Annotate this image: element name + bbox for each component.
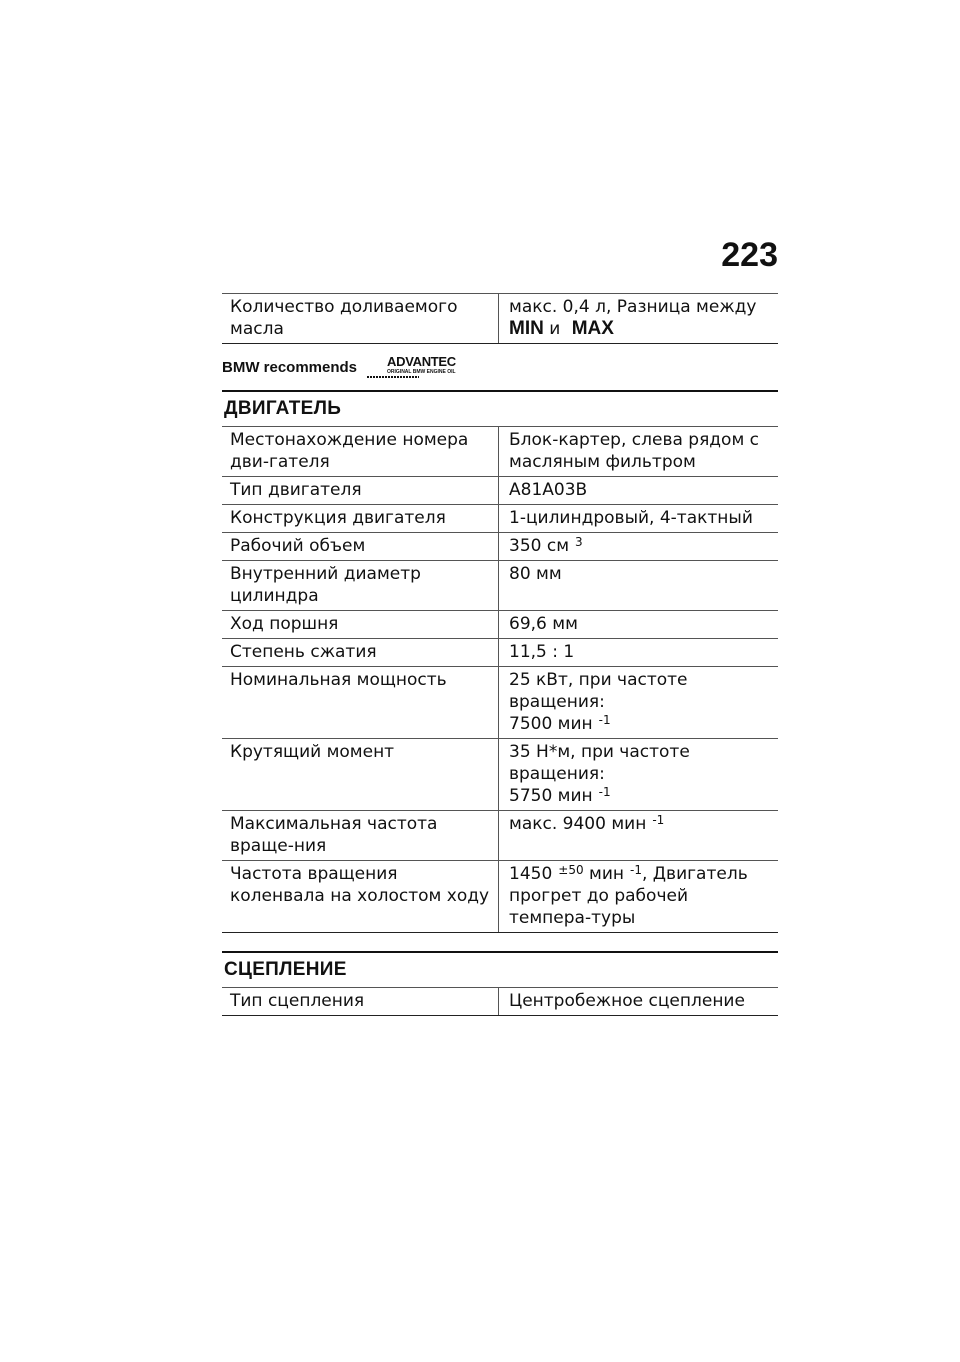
exponent-sup: -1 (598, 785, 611, 799)
page-content (222, 293, 778, 1016)
logo-bar (367, 376, 419, 378)
row-label: Номинальная мощность (222, 667, 499, 739)
advantec-logo (367, 356, 459, 378)
row-value (499, 505, 779, 533)
row-value (499, 294, 779, 344)
exponent-sup: -1 (598, 713, 611, 727)
table-row (222, 427, 778, 477)
table-row (222, 561, 778, 611)
value-text: A81A03B (509, 480, 588, 500)
value-text-2: 7500 мин (509, 714, 593, 734)
row-label: Частота вращения коленвала на холостом ходу (222, 861, 499, 933)
row-value (499, 427, 779, 477)
value-text: Центробежное сцепление (509, 991, 745, 1011)
table-row (222, 667, 778, 739)
value-text-2: 5750 мин (509, 786, 593, 806)
exponent-sup: -1 (630, 863, 642, 877)
min-mark: MIN (509, 318, 544, 339)
value-text: 80 мм (509, 564, 562, 584)
and-text: и (549, 319, 561, 339)
row-label: Рабочий объем (222, 533, 499, 561)
table-row (222, 861, 778, 933)
row-label: Тип сцепления (222, 988, 499, 1016)
row-label: Тип двигателя (222, 477, 499, 505)
table-row (222, 533, 778, 561)
table-row (222, 811, 778, 861)
table-row (222, 505, 778, 533)
exponent-sup: 3 (575, 535, 583, 549)
row-label: Максимальная частота враще-ния (222, 811, 499, 861)
row-value (499, 667, 779, 739)
exponent-sup: -1 (652, 813, 665, 827)
value-text: 350 см (509, 536, 570, 556)
row-label: Конструкция двигателя (222, 505, 499, 533)
value-text: 35 Н*м, при частоте вращения: (509, 742, 690, 784)
row-label: Степень сжатия (222, 639, 499, 667)
row-value (499, 739, 779, 811)
row-value (499, 811, 779, 861)
table-row (222, 294, 778, 344)
value-text: 1450 (509, 864, 553, 884)
row-label: Крутящий момент (222, 739, 499, 811)
table-row (222, 988, 778, 1016)
section-title-clutch: СЦЕПЛЕНИЕ (222, 951, 778, 987)
row-value (499, 861, 779, 933)
engine-table (222, 426, 778, 933)
max-mark: MAX (571, 318, 614, 339)
row-value (499, 988, 779, 1016)
row-label: Количество доливаемого масла (222, 294, 499, 344)
table-row (222, 477, 778, 505)
row-value (499, 639, 779, 667)
recommends-text: BMW recommends (222, 358, 358, 376)
logo-wordmark: ADVANTEC (387, 354, 456, 369)
row-value (499, 477, 779, 505)
row-value (499, 533, 779, 561)
oil-table (222, 293, 778, 344)
clutch-table (222, 987, 778, 1016)
tolerance-sup: ±50 (558, 863, 584, 877)
value-unit: мин (589, 864, 624, 884)
logo-subline: ORIGINAL BMW ENGINE OIL (387, 369, 456, 375)
row-label: Местонахождение номера дви-гателя (222, 427, 499, 477)
row-value (499, 611, 779, 639)
value-text: 1-цилиндровый, 4-тактный (509, 508, 753, 528)
table-row (222, 739, 778, 811)
value-text: 69,6 мм (509, 614, 578, 634)
row-value (499, 561, 779, 611)
page-number: 223 (721, 236, 778, 274)
row-label: Внутренний диаметр цилиндра (222, 561, 499, 611)
value-tail: , Двигатель прогрет до рабочей темпера-туры (509, 864, 748, 928)
row-label: Ход поршня (222, 611, 499, 639)
value-text: 11,5 : 1 (509, 642, 575, 662)
table-row (222, 639, 778, 667)
value-text: 25 кВт, при частоте вращения: (509, 670, 688, 712)
oil-value-text: макс. 0,4 л, Разница между (509, 297, 757, 317)
value-text: макс. 9400 мин (509, 814, 647, 834)
bmw-recommends (222, 354, 778, 380)
section-title-engine: ДВИГАТЕЛЬ (222, 390, 778, 426)
value-text: Блок-картер, слева рядом с масляным фильтром (509, 430, 760, 472)
table-row (222, 611, 778, 639)
